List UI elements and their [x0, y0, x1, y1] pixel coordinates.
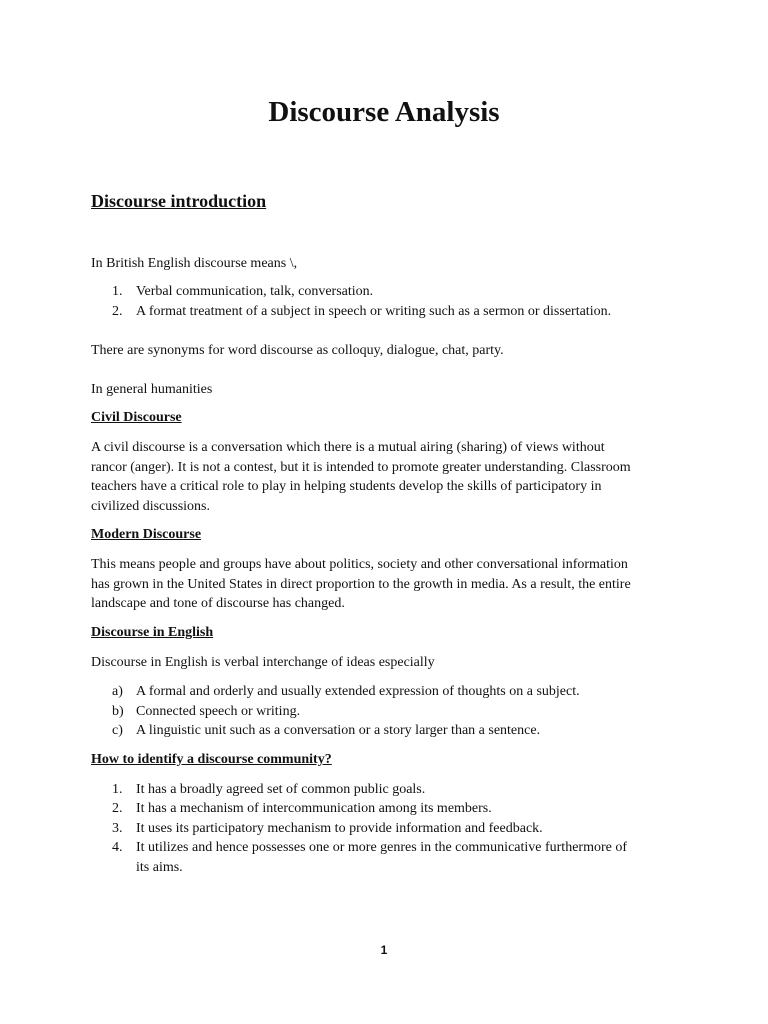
list-marker: 2. [112, 801, 123, 816]
modern-discourse-heading: Modern Discourse [91, 527, 202, 542]
list-marker: 1. [112, 782, 123, 797]
paragraph-line: civilized discussions. [91, 498, 210, 514]
list-marker: 2. [112, 304, 123, 319]
list-marker: a) [112, 684, 123, 699]
paragraph-line: rancor (anger). It is not a contest, but it is intended to promote greater understanding. Classroom [91, 459, 631, 475]
list-item: A format treatment of a subject in speech or writing such as a sermon or dissertation. [136, 304, 612, 319]
intro-line: In British English discourse means \, [91, 256, 298, 271]
section-heading: Discourse introduction [91, 191, 267, 211]
list-item-continuation: its aims. [136, 860, 183, 875]
synonyms-paragraph: There are synonyms for word discourse as colloquy, dialogue, chat, party. [91, 343, 504, 358]
paragraph-line: This means people and groups have about politics, society and other conversational information [91, 557, 628, 572]
document-title: Discourse Analysis [268, 96, 500, 128]
discourse-in-english-intro: Discourse in English is verbal interchange of ideas especially [91, 655, 435, 670]
paragraph-line: A civil discourse is a conversation which there is a mutual airing (sharing) of views without [91, 440, 605, 455]
page-number: 1 [380, 943, 388, 957]
civil-discourse-heading: Civil Discourse [91, 410, 182, 425]
discourse-community-heading: How to identify a discourse community? [91, 752, 332, 767]
paragraph-line: has grown in the United States in direct proportion to the growth in media. As a result, the entire [91, 576, 631, 592]
list-marker: 1. [112, 284, 123, 299]
civil-discourse-paragraph [91, 438, 681, 516]
list-item: Verbal communication, talk, conversation. [136, 284, 374, 299]
paragraph-line: teachers have a critical role to play in helping students develop the skills of participatory in [91, 479, 602, 494]
list-item: It uses its participatory mechanism to provide information and feedback. [136, 821, 543, 836]
discourse-in-english-heading: Discourse in English [91, 625, 214, 640]
list-item: It has a broadly agreed set of common public goals. [136, 782, 426, 797]
modern-discourse-paragraph [91, 555, 681, 614]
list-marker: c) [112, 723, 123, 738]
list-item: It utilizes and hence possesses one or more genres in the communicative furthermore of [136, 840, 628, 855]
list-item: Connected speech or writing. [136, 704, 301, 719]
list-marker: b) [112, 704, 124, 719]
list-item: A linguistic unit such as a conversation or a story larger than a sentence. [136, 723, 541, 738]
paragraph-line: landscape and tone of discourse has changed. [91, 596, 345, 611]
list-marker: 4. [112, 840, 123, 855]
general-humanities-line: In general humanities [91, 382, 213, 397]
list-item: A formal and orderly and usually extended expression of thoughts on a subject. [136, 684, 580, 699]
list-item: It has a mechanism of intercommunication among its members. [136, 801, 492, 816]
list-marker: 3. [112, 821, 123, 836]
